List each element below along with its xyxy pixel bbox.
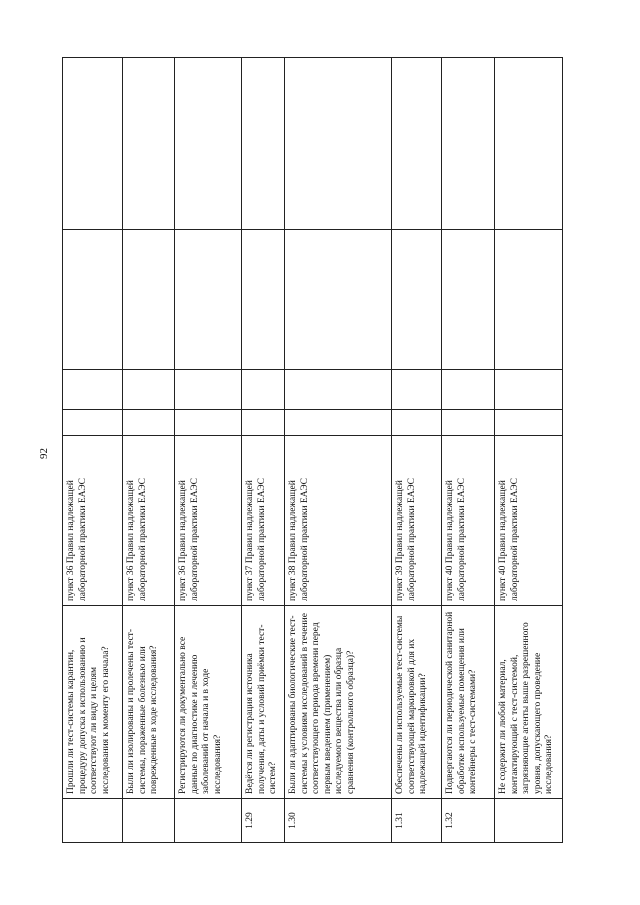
notes-cell [242, 58, 285, 230]
answer-yes-cell [175, 410, 242, 436]
answer-na-cell [392, 230, 442, 370]
row-number [175, 799, 242, 843]
question-cell: Были ли изолированы и пролечены тест-системы, пораженные болезнью или поврежденные в ходе исследования? [123, 606, 175, 799]
table-row [242, 58, 285, 843]
answer-no-cell [442, 370, 495, 410]
reference-cell: пункт 36 Правил надлежащей лабораторной практики ЕАЭС [175, 436, 242, 606]
row-number [123, 799, 175, 843]
answer-no-cell [175, 370, 242, 410]
answer-yes-cell [242, 410, 285, 436]
table-row [442, 58, 495, 843]
answer-yes-cell [392, 410, 442, 436]
notes-cell [123, 58, 175, 230]
notes-cell [392, 58, 442, 230]
answer-yes-cell [285, 410, 392, 436]
table-row [123, 58, 175, 843]
notes-cell [285, 58, 392, 230]
answer-na-cell [175, 230, 242, 370]
answer-yes-cell [63, 410, 123, 436]
question-cell: Регистрируются ли документально все данные по диагностике и лечению заболеваний от начала и в ходе исследования? [175, 606, 242, 799]
row-number [63, 799, 123, 843]
notes-cell [63, 58, 123, 230]
answer-na-cell [123, 230, 175, 370]
answer-na-cell [495, 230, 563, 370]
answer-na-cell [285, 230, 392, 370]
table-row [285, 58, 392, 843]
answer-no-cell [242, 370, 285, 410]
answer-no-cell [392, 370, 442, 410]
page-number: 92 [38, 448, 50, 459]
answer-yes-cell [442, 410, 495, 436]
reference-cell: пункт 39 Правил надлежащей лабораторной практики ЕАЭС [392, 436, 442, 606]
answer-na-cell [442, 230, 495, 370]
answer-no-cell [285, 370, 392, 410]
answer-na-cell [63, 230, 123, 370]
reference-cell: пункт 40 Правил надлежащей лабораторной практики ЕАЭС [442, 436, 495, 606]
answer-no-cell [63, 370, 123, 410]
question-cell: Не содержит ли любой материал, контактирующий с тест-системой, загрязняющие агенты выше разрешенного уровня, допускающего проведение исследования? [495, 606, 563, 799]
answer-no-cell [123, 370, 175, 410]
question-cell: Были ли адаптированы биологические тест-системы к условиям исследований в течение соответствующего периода времени перед первым введением (применением) исследуемого вещества или образца сравнения (контрольного образца)? [285, 606, 392, 799]
row-number [495, 799, 563, 843]
reference-cell: пункт 40 Правил надлежащей лабораторной практики ЕАЭС [495, 436, 563, 606]
row-number: 1.32 [442, 799, 495, 843]
reference-cell: пункт 38 Правил надлежащей лабораторной практики ЕАЭС [285, 436, 392, 606]
row-number: 1.30 [285, 799, 392, 843]
table-row [63, 58, 123, 843]
notes-cell [495, 58, 563, 230]
question-cell: Прошли ли тест-системы карантин, процедуру допуска к использованию и соответствуют ли виду и целям исследования к моменту его начала? [63, 606, 123, 799]
reference-cell: пункт 37 Правил надлежащей лабораторной практики ЕАЭС [242, 436, 285, 606]
question-cell: Обеспечены ли используемые тест-системы соответствующей маркировкой для их надлежащей идентификации? [392, 606, 442, 799]
notes-cell [442, 58, 495, 230]
table-row [495, 58, 563, 843]
answer-yes-cell [495, 410, 563, 436]
checklist-table [62, 57, 563, 843]
answer-yes-cell [123, 410, 175, 436]
question-cell: Подвергаются ли периодической санитарной обработке используемые помещения или контейнеры с тест-системами? [442, 606, 495, 799]
table-row [392, 58, 442, 843]
answer-no-cell [495, 370, 563, 410]
notes-cell [175, 58, 242, 230]
question-cell: Ведётся ли регистрация источника получения, даты и условий приёмки тест-систем? [242, 606, 285, 799]
row-number: 1.29 [242, 799, 285, 843]
table-row [175, 58, 242, 843]
reference-cell: пункт 36 Правил надлежащей лабораторной практики ЕАЭС [63, 436, 123, 606]
answer-na-cell [242, 230, 285, 370]
row-number: 1.31 [392, 799, 442, 843]
reference-cell: пункт 36 Правил надлежащей лабораторной практики ЕАЭС [123, 436, 175, 606]
